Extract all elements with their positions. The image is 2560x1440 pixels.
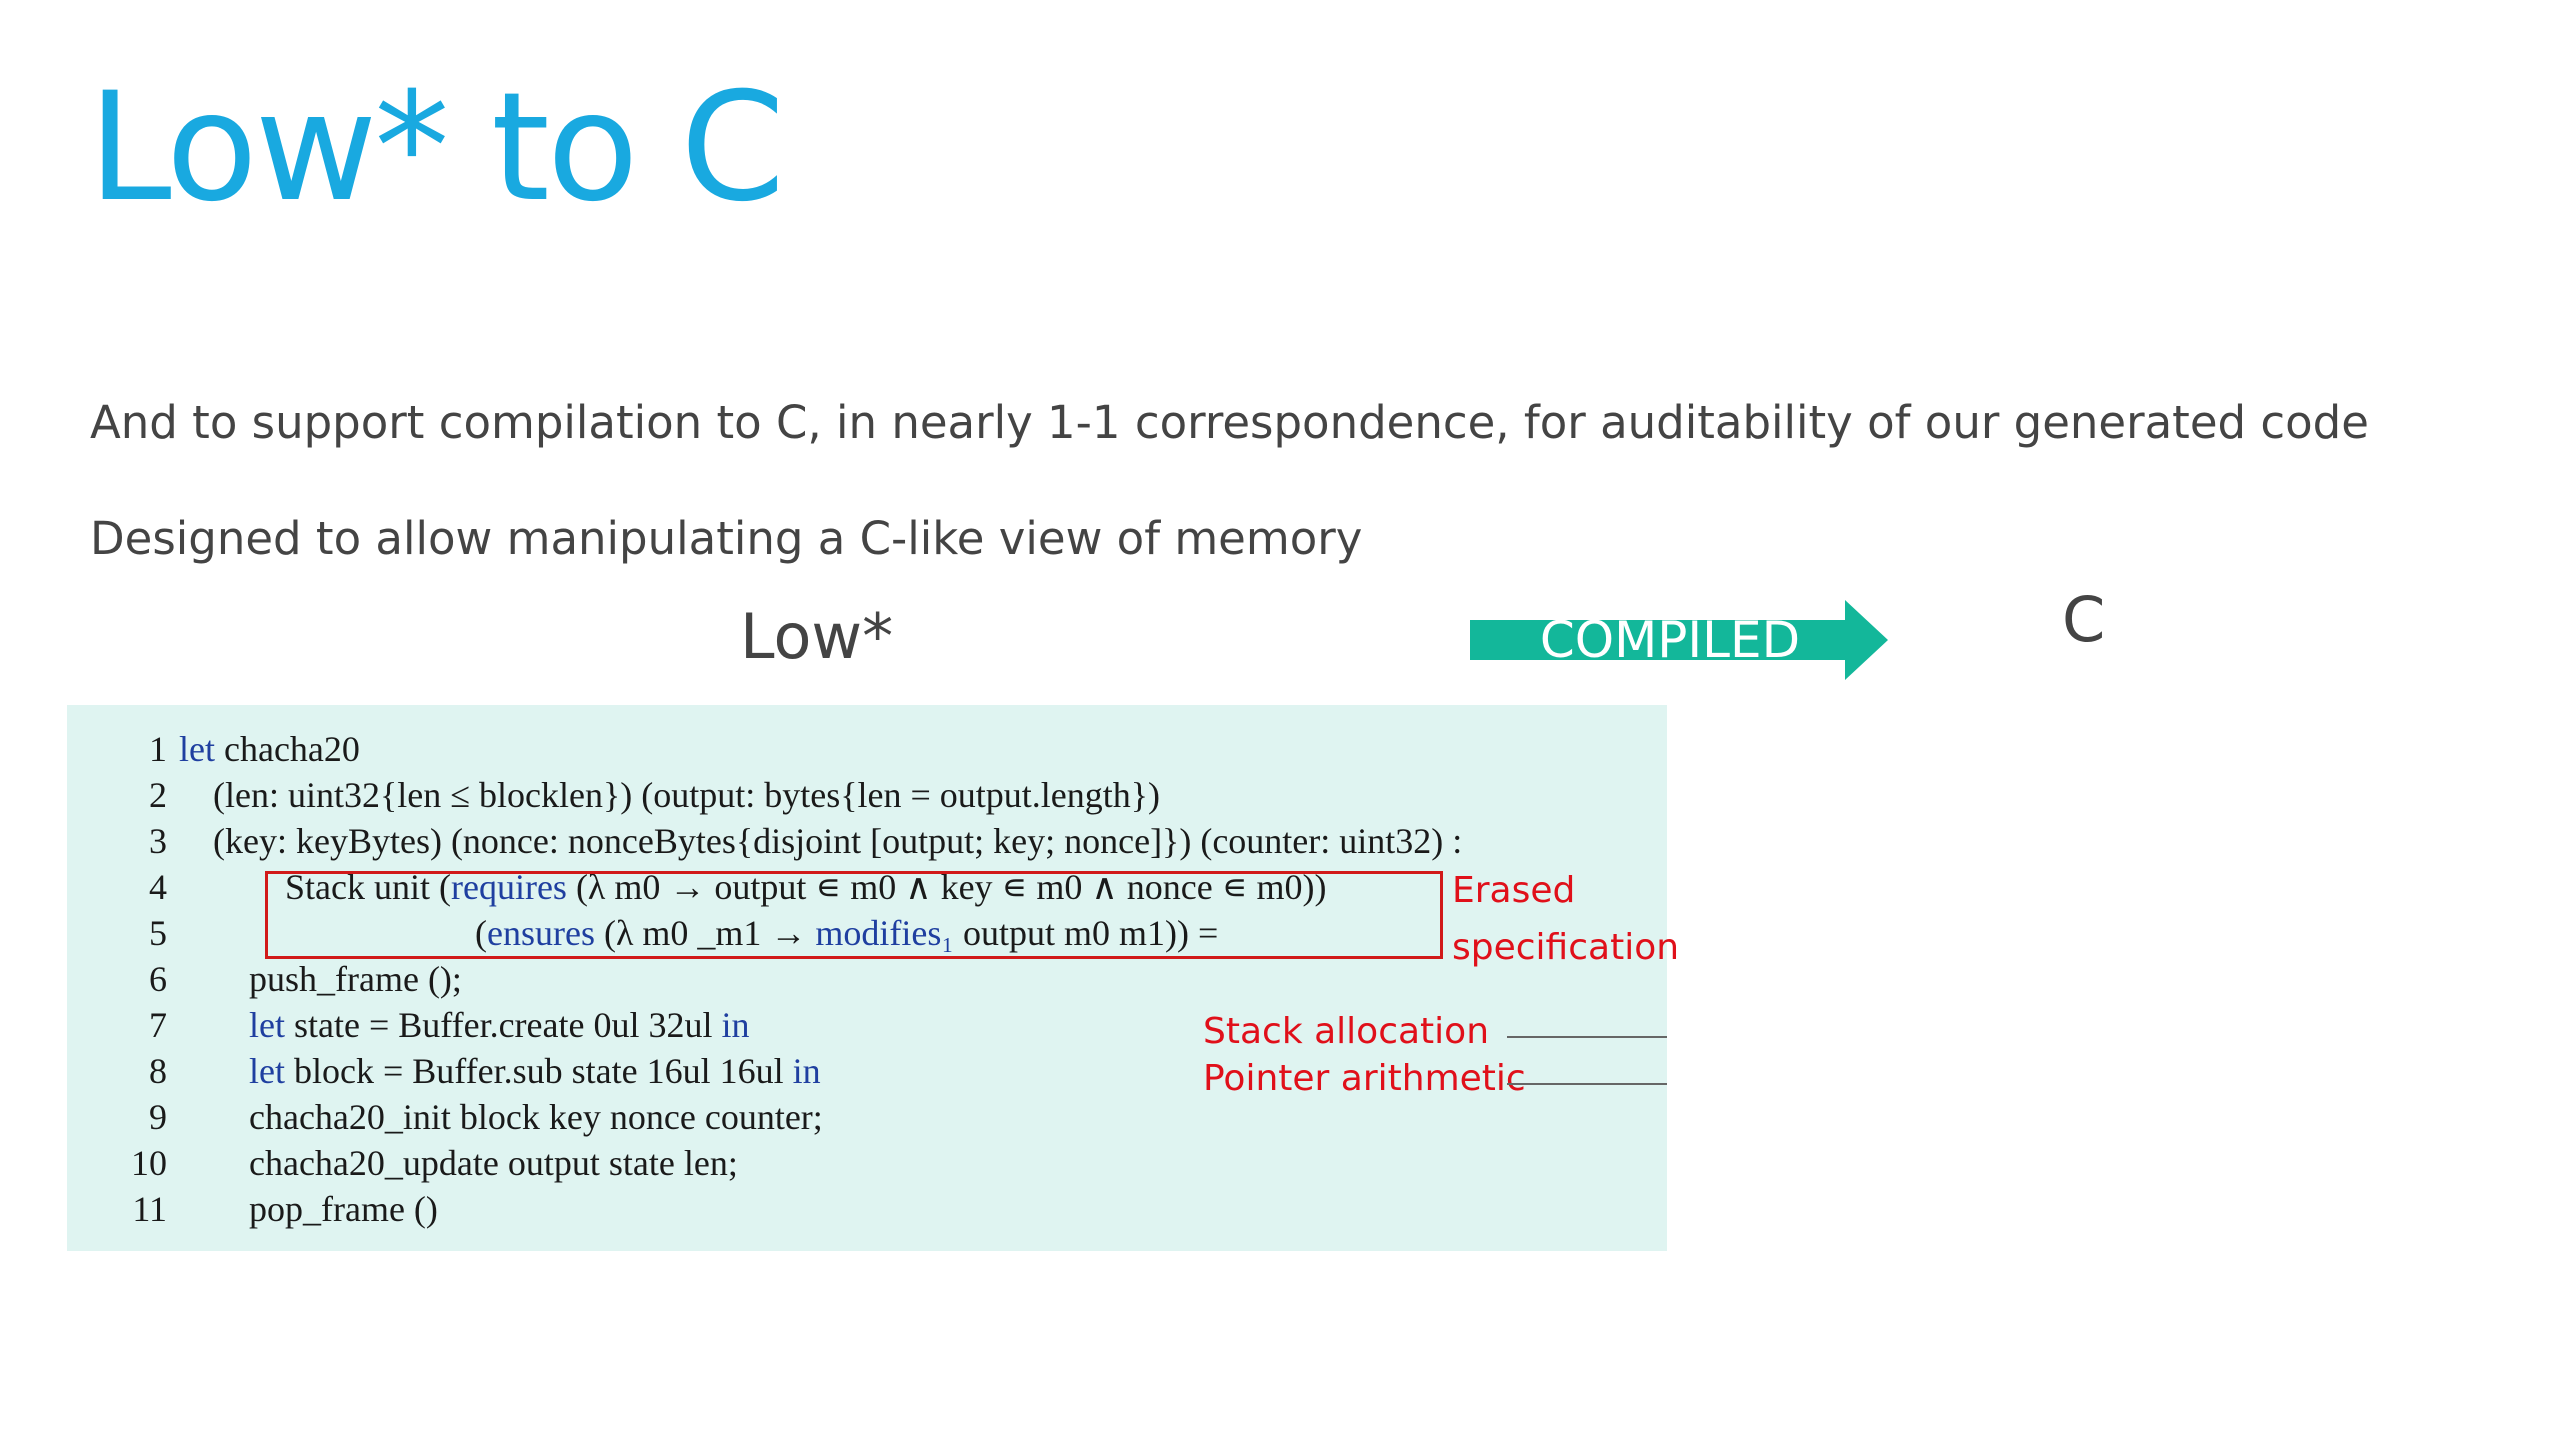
- code-token: output m0 m1)) =: [953, 913, 1219, 953]
- slide-title: Low* to C: [88, 61, 783, 235]
- code-text: [249, 1002, 750, 1048]
- line-number: 2: [149, 775, 167, 815]
- code-line: [67, 818, 1667, 864]
- erased-spec-highlight-box: [265, 871, 1443, 959]
- compiled-arrow: [1470, 600, 1888, 680]
- code-text: [213, 772, 1160, 818]
- code-keyword: in: [721, 1005, 750, 1045]
- code-token: pop_frame (): [249, 1189, 438, 1229]
- line-number: 3: [149, 821, 167, 861]
- code-panel: [67, 705, 1680, 1251]
- code-token: chacha20: [214, 729, 360, 769]
- pointer-arithmetic-leader-line: [1507, 1083, 1667, 1085]
- code-text: [249, 1186, 438, 1232]
- line-number: 9: [149, 1097, 167, 1137]
- code-text: [249, 956, 462, 1002]
- code-text: [179, 726, 360, 772]
- code-token: (: [475, 913, 487, 953]
- code-keyword: in: [792, 1051, 821, 1091]
- line-number: 6: [149, 959, 167, 999]
- code-keyword: let: [179, 729, 215, 769]
- erased-label: Erased: [1452, 870, 1576, 911]
- line-number: 7: [149, 1005, 167, 1045]
- code-token: chacha20_init block key nonce counter;: [249, 1097, 823, 1137]
- stack-allocation-leader-line: [1507, 1036, 1667, 1038]
- code-keyword: modifies₁: [815, 913, 954, 953]
- code-line: [67, 956, 1667, 1002]
- code-token: (λ m0 → output ∊ m0 ∧ key ∊ m0 ∧ nonce ∊ m0)): [566, 867, 1327, 907]
- code-token: (key: keyBytes) (nonce: nonceBytes{disjoint [output; key; nonce]}) (counter: uint32) :: [213, 821, 1463, 861]
- code-text: [213, 818, 1462, 864]
- code-keyword: requires: [450, 867, 567, 907]
- line-number: 11: [132, 1189, 167, 1229]
- line-number: 8: [149, 1051, 167, 1091]
- line-number: 4: [149, 867, 167, 907]
- code-token: (len: uint32{len ≤ blocklen}) (output: bytes{len = output.length}): [213, 775, 1161, 815]
- code-line: [67, 726, 1667, 772]
- pointer-arithmetic-label: Pointer arithmetic: [1203, 1058, 1526, 1099]
- low-star-label: Low*: [740, 600, 894, 673]
- code-token: (λ m0 _m1 →: [594, 913, 816, 953]
- code-text: [249, 1094, 823, 1140]
- code-line: [67, 772, 1667, 818]
- specification-label: specification: [1452, 927, 1680, 968]
- code-keyword: let: [249, 1051, 285, 1091]
- line-number: 10: [131, 1143, 167, 1183]
- code-token: Stack unit (: [285, 867, 451, 907]
- c-label: C: [2062, 583, 2106, 656]
- code-keyword: ensures: [487, 913, 595, 953]
- stack-allocation-label: Stack allocation: [1203, 1011, 1490, 1052]
- code-text: [249, 1140, 738, 1186]
- code-line: [67, 1140, 1667, 1186]
- code-token: block = Buffer.sub state 16ul 16ul: [284, 1051, 793, 1091]
- compiled-label: COMPILED: [1539, 611, 1801, 669]
- code-token: chacha20_update output state len;: [249, 1143, 738, 1183]
- line-number: 1: [149, 729, 167, 769]
- code-token: state = Buffer.create 0ul 32ul: [284, 1005, 722, 1045]
- bullet-compilation: And to support compilation to C, in nearly 1-1 correspondence, for auditability of our generated code: [90, 396, 2369, 449]
- line-number: 5: [149, 913, 167, 953]
- code-token: push_frame ();: [249, 959, 462, 999]
- code-line: [67, 1186, 1667, 1232]
- code-text: [249, 1048, 821, 1094]
- bullet-memory-view: Designed to allow manipulating a C-like view of memory: [90, 512, 1363, 565]
- code-keyword: let: [249, 1005, 285, 1045]
